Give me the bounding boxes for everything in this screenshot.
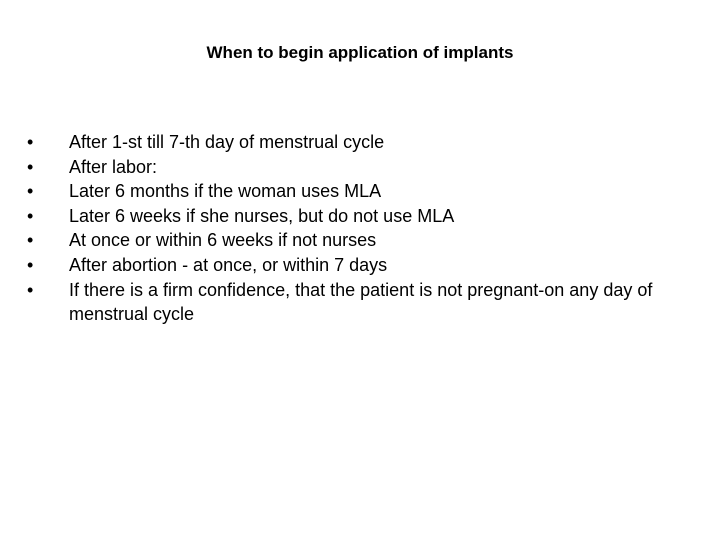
list-item <box>27 253 677 278</box>
list-item-text: After 1-st till 7-th day of menstrual cycle <box>69 132 385 152</box>
list-item <box>27 204 677 229</box>
bullet-marker: • <box>27 205 34 226</box>
bullet-marker: • <box>27 156 34 177</box>
bullet-marker: • <box>27 230 34 251</box>
bullet-marker: • <box>27 132 34 152</box>
bullet-marker: • <box>27 181 34 202</box>
list-item-text: Later 6 weeks if she nurses, but do not use MLA <box>69 205 455 226</box>
list-item-text: If there is a firm confidence, that the patient is not pregnant-on any day of menstrual cycle <box>69 279 653 325</box>
list-item <box>27 179 677 204</box>
list-item <box>27 130 677 155</box>
list-item-text: After abortion - at once, or within 7 days <box>69 254 388 275</box>
bullet-marker: • <box>27 254 34 275</box>
bullet-list <box>27 130 677 327</box>
list-item <box>27 155 677 180</box>
list-item-text: After labor: <box>69 156 158 177</box>
list-item-text: Later 6 months if the woman uses MLA <box>69 181 382 202</box>
slide-title: When to begin application of implants <box>206 43 514 62</box>
list-item <box>27 228 677 253</box>
list-item <box>27 278 677 327</box>
bullet-marker: • <box>27 279 34 300</box>
list-item-text: At once or within 6 weeks if not nurses <box>69 230 377 251</box>
